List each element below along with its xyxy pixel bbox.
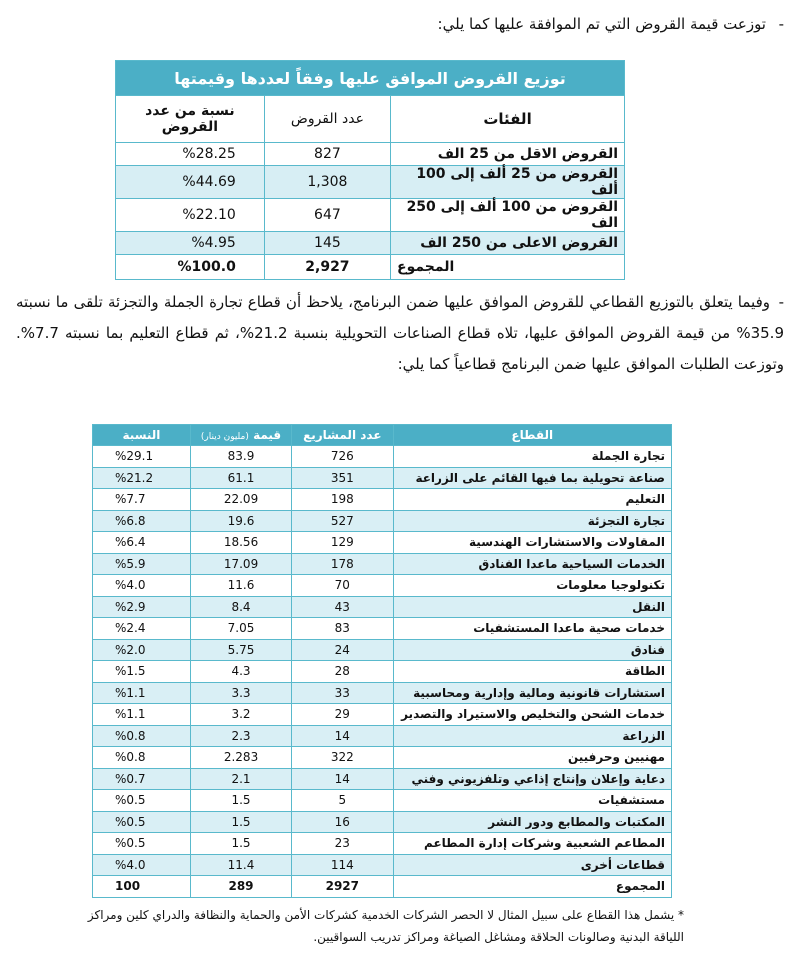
row-sector: قطاعات أخرى [393,854,671,876]
table-row [116,143,625,166]
row-percent: %29.1 [93,446,191,468]
row-value: 19.6 [190,510,291,532]
table-row [93,747,672,769]
row-value: 5.75 [190,639,291,661]
row-sector: الزراعة [393,725,671,747]
row-count: 827 [264,143,390,166]
row-sector: تكنولوجيا معلومات [393,575,671,597]
table-row [93,854,672,876]
table-row [93,596,672,618]
row-value: 3.2 [190,704,291,726]
row-percent: %21.2 [93,467,191,489]
row-sector: التعليم [393,489,671,511]
row-value: 22.09 [190,489,291,511]
row-value: 11.6 [190,575,291,597]
row-percent: %5.9 [93,553,191,575]
row-value: 83.9 [190,446,291,468]
table-row [93,682,672,704]
table-row [93,575,672,597]
total-count: 2,927 [264,255,390,280]
row-value: 1.5 [190,811,291,833]
table-row [116,199,625,232]
table-total-row [116,255,625,280]
row-sector: مستشفيات [393,790,671,812]
table-row [116,232,625,255]
row-percent: %1.1 [93,682,191,704]
row-sector: دعاية وإعلان وإنتاج إذاعي وتلفزيوني وفني [393,768,671,790]
row-percent: %6.4 [93,532,191,554]
sector-table-wrapper [92,424,672,898]
table-row [93,618,672,640]
row-value: 2.3 [190,725,291,747]
table-row [93,833,672,855]
table-row [93,446,672,468]
row-projects: 351 [292,467,393,489]
row-percent: %0.5 [93,833,191,855]
row-sector: المقاولات والاستشارات الهندسية [393,532,671,554]
table-row [93,553,672,575]
row-percent: %1.5 [93,661,191,683]
row-projects: 16 [292,811,393,833]
row-value: 1.5 [190,833,291,855]
row-value: 8.4 [190,596,291,618]
table-row [93,661,672,683]
row-projects: 114 [292,854,393,876]
row-percent: %28.25 [116,143,265,166]
row-projects: 33 [292,682,393,704]
total-projects: 2927 [292,876,393,898]
total-value: 289 [190,876,291,898]
row-percent: %0.5 [93,790,191,812]
row-percent: %4.0 [93,575,191,597]
total-label: المجموع [393,876,671,898]
row-sector: الطاقة [393,661,671,683]
header-count: عدد القروض [264,96,390,143]
row-sector: تجارة التجزئة [393,510,671,532]
row-value: 61.1 [190,467,291,489]
row-percent: %22.10 [116,199,265,232]
row-value: 7.05 [190,618,291,640]
loans-distribution-table [115,60,625,280]
row-percent: %6.8 [93,510,191,532]
sector-table-body [93,446,672,898]
row-sector: المطاعم الشعبية وشركات إدارة المطاعم [393,833,671,855]
table-row [93,532,672,554]
table-row [93,489,672,511]
row-sector: استشارات قانونية ومالية وإدارية ومحاسبية [393,682,671,704]
row-projects: 70 [292,575,393,597]
row-projects: 129 [292,532,393,554]
row-value: 4.3 [190,661,291,683]
table-row [93,704,672,726]
row-value: 3.3 [190,682,291,704]
row-projects: 23 [292,833,393,855]
row-projects: 24 [292,639,393,661]
bullet-dash: - [778,293,784,311]
header-value-label: قيمة [253,428,282,442]
row-category: القروض الاقل من 25 الف [391,143,625,166]
header-percent: النسبة [93,425,191,446]
header-value [190,425,291,446]
row-percent: %2.9 [93,596,191,618]
row-percent: %4.95 [116,232,265,255]
row-count: 647 [264,199,390,232]
sector-distribution-table [92,424,672,898]
paragraph-text: وفيما يتعلق بالتوزيع القطاعي للقروض الموافق عليها ضمن البرنامج، يلاحظ أن قطاع تجارة الجملة والتجزئة تلقى ما نسبته 35.9% من قيمة القروض الموافق عليها، تلاه قطاع الصناعات التحويلية بنسبة 21.2%، ثم قطاع التعليم بما نسبته 7.7%. وتوزعت الطلبات الموافق عليها ضمن البرنامج قطاعياً كما يلي: [16,293,784,373]
row-projects: 28 [292,661,393,683]
row-percent: %0.8 [93,747,191,769]
row-value: 2.283 [190,747,291,769]
row-sector: المكتبات والمطابع ودور النشر [393,811,671,833]
row-value: 17.09 [190,553,291,575]
row-projects: 29 [292,704,393,726]
row-projects: 198 [292,489,393,511]
intro-text: توزعت قيمة القروض التي تم الموافقة عليها كما يلي: [437,15,766,33]
row-percent: %7.7 [93,489,191,511]
table-row [116,166,625,199]
row-sector: صناعة تحويلية بما فيها القائم على الزراعة [393,467,671,489]
header-projects: عدد المشاريع [292,425,393,446]
footnote: * يشمل هذا القطاع على سبيل المثال لا الحصر الشركات الخدمية كشركات الأمن والحماية والنظافة والدراي كلين ومراكز اللياقة البدنية وصالونات الحلاقة ومشاغل الصياغة ومراكز تدريب السواقيين. [87,908,684,944]
table-row [93,725,672,747]
bullet-dash: - [778,15,784,33]
row-percent: %2.4 [93,618,191,640]
row-projects: 527 [292,510,393,532]
header-percent: نسبة من عدد القروض [116,96,265,143]
table-row [93,467,672,489]
row-percent: %44.69 [116,166,265,199]
header-value-unit: (مليون دينار) [200,432,249,442]
row-projects: 14 [292,768,393,790]
row-sector: النقل [393,596,671,618]
row-percent: %0.8 [93,725,191,747]
row-projects: 14 [292,725,393,747]
row-sector: خدمات الشحن والتخليص والاستيراد والتصدير [393,704,671,726]
row-value: 2.1 [190,768,291,790]
row-projects: 322 [292,747,393,769]
row-count: 1,308 [264,166,390,199]
row-sector: الخدمات السياحية ماعدا الفنادق [393,553,671,575]
row-category: القروض من 25 ألف إلى 100 ألف [391,166,625,199]
row-value: 18.56 [190,532,291,554]
table-header-row [93,425,672,446]
row-projects: 178 [292,553,393,575]
total-percent: %100.0 [116,255,265,280]
row-projects: 43 [292,596,393,618]
table-row [93,768,672,790]
sector-paragraph [16,287,784,380]
row-percent: %1.1 [93,704,191,726]
intro-bullet-line [84,14,784,34]
row-percent: %0.5 [93,811,191,833]
row-category: القروض الاعلى من 250 الف [391,232,625,255]
total-percent: 100 [93,876,191,898]
row-value: 1.5 [190,790,291,812]
table-row [93,510,672,532]
row-projects: 83 [292,618,393,640]
row-percent: %2.0 [93,639,191,661]
row-sector: خدمات صحية ماعدا المستشفيات [393,618,671,640]
row-projects: 726 [292,446,393,468]
row-sector: تجارة الجملة [393,446,671,468]
row-sector: فنادق [393,639,671,661]
row-projects: 5 [292,790,393,812]
row-count: 145 [264,232,390,255]
table-total-row [93,876,672,898]
table-title: توزيع القروض الموافق عليها وفقاً لعددها وقيمتها [116,61,625,96]
row-percent: %0.7 [93,768,191,790]
total-label: المجموع [391,255,625,280]
table-row [93,811,672,833]
header-category: الفئات [391,96,625,143]
header-sector: القطاع [393,425,671,446]
row-percent: %4.0 [93,854,191,876]
row-value: 11.4 [190,854,291,876]
table-row [93,790,672,812]
row-category: القروض من 100 ألف إلى 250 الف [391,199,625,232]
row-sector: مهنيين وحرفيين [393,747,671,769]
table-row [93,639,672,661]
